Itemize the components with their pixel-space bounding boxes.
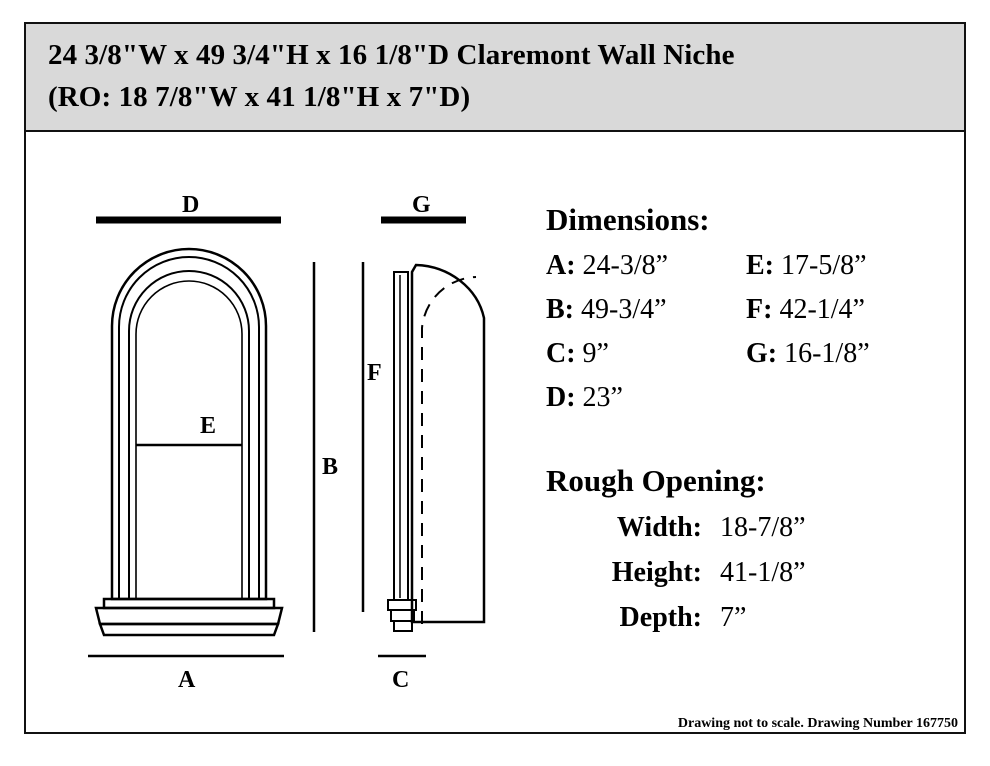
rough-opening-row-depth (546, 595, 956, 640)
dimension-row-d (546, 376, 746, 419)
dimension-value-b: 49-3/4” (581, 294, 667, 325)
rough-opening-row-width (546, 505, 956, 550)
dimension-value-a: 24-3/8” (582, 250, 669, 281)
drawing-sheet (24, 22, 966, 734)
rough-opening-heading: Rough Opening: (546, 463, 766, 498)
dimension-row-b (546, 288, 746, 331)
niche-line-drawing (26, 132, 546, 712)
title-line-1: 24 3/8"W x 49 3/4"H x 16 1/8"D Claremont Wall Niche (48, 39, 735, 71)
dimensions-list (546, 244, 956, 419)
dimension-row-e (746, 244, 956, 287)
specifications-panel (546, 202, 956, 640)
dimension-value-c: 9” (582, 338, 609, 369)
dimension-key-c: C: (546, 338, 576, 369)
front-view-label-D: D (182, 192, 200, 218)
title-line-2: (RO: 18 7/8"W x 41 1/8"H x 7"D) (48, 81, 471, 113)
dimension-key-g: G: (746, 338, 778, 369)
front-view-label-B: B (322, 454, 339, 480)
dimension-value-f: 42-1/4” (779, 294, 865, 325)
dimension-row-empty (746, 376, 956, 419)
footer-note: Drawing not to scale. Drawing Number 167750 (677, 716, 958, 731)
rough-opening-block (546, 463, 956, 640)
side-view-label-F: F (367, 360, 382, 386)
rough-opening-label-depth: Depth: (619, 602, 702, 633)
dimension-row-f (746, 288, 956, 331)
dimension-row-a (546, 244, 746, 287)
dimension-value-e: 17-5/8” (781, 250, 867, 281)
side-view-label-C: C (392, 667, 410, 693)
dimension-key-d: D: (546, 382, 576, 413)
title-bar (26, 24, 964, 132)
dimension-value-d: 23” (582, 382, 623, 413)
rough-opening-value-height: 41-1/8” (720, 557, 806, 588)
rough-opening-value-width: 18-7/8” (720, 512, 806, 543)
drawing-area (26, 132, 964, 734)
side-view-label-G: G (412, 192, 431, 218)
dimension-value-g: 16-1/8” (784, 338, 870, 369)
rough-opening-label-width: Width: (616, 512, 702, 543)
dimension-row-g (746, 332, 956, 375)
front-view-label-E: E (200, 413, 217, 439)
dimension-key-e: E: (746, 250, 774, 281)
dimension-row-c (546, 332, 746, 375)
dimension-key-f: F: (746, 294, 773, 325)
front-view-label-A: A (178, 667, 196, 693)
dimensions-heading: Dimensions: (546, 202, 710, 237)
rough-opening-label-height: Height: (611, 557, 702, 588)
rough-opening-value-depth: 7” (720, 602, 747, 633)
rough-opening-row-height (546, 550, 956, 595)
dimension-key-b: B: (546, 294, 574, 325)
dimension-key-a: A: (546, 250, 576, 281)
